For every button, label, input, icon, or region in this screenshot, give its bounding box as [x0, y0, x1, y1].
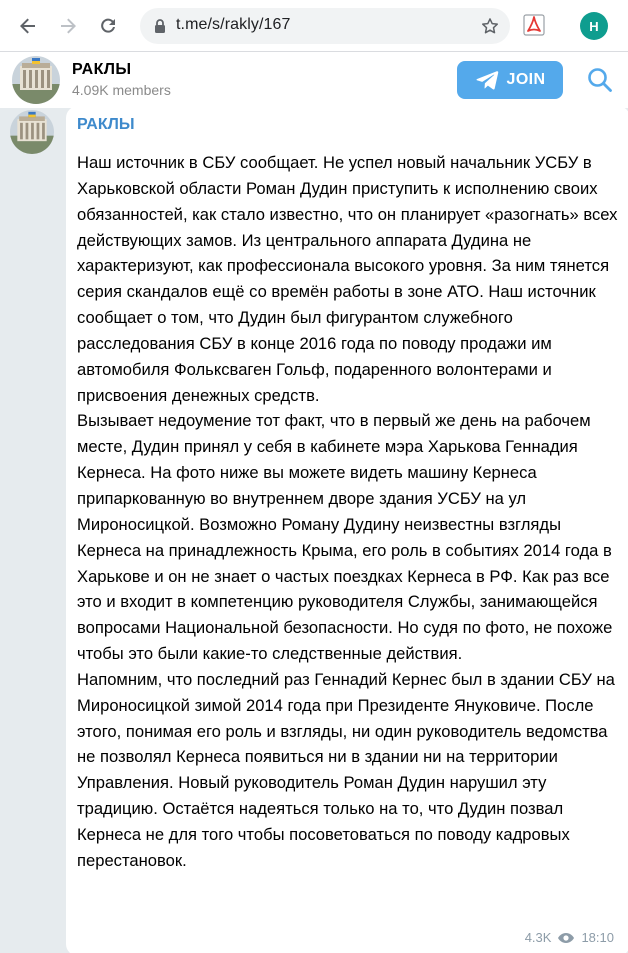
message-paragraph: Наш источник в СБУ сообщает. Не успел новый начальник УСБУ в Харьковской области Роман Дудин приступить к исполнению своих обязанностей, как стало известно, что он планирует «разогнать» всех действующих замов. Из центрального аппарата Дудина не характеризуют, как профессионала высокого уровня. За ним тянется серия скандалов ещё со времён работы в зоне АТО. Наш источник сообщает о том, что Дудин был фигурантом служебного расследования СБУ в конце 2016 года по поводу продажи им автомобиля Фольксваген Гольф, подаренного волонтерами и присвоения денежных средств.: [77, 153, 618, 405]
member-count: 4.09K members: [72, 82, 171, 98]
view-count: 4.3K: [524, 930, 552, 945]
eye-icon: [557, 931, 575, 945]
building-avatar-icon: [10, 110, 54, 154]
message-paragraph: Вызывает недоумение тот факт, что в первый же день на рабочем месте, Дудин принял у себя в кабинете мэра Харькова Геннадия Кернеса. На фото ниже вы можете видеть машину Кернеса припаркованную во внутреннем дворе здания УСБУ на ул Мироносицкой. Возможно Роману Дудину неизвестны взгляды Кернеса на принадлежность Крыма, его роль в событиях 2014 года в Харькове и он не знает о частых поездках Кернеса в РФ. Как раз все это и входит в компетенцию руководителя Службы, занимающейся вопросами Национальной безопасности. Но судя по фото, не похоже чтобы это были какие-то следственные действия.: [77, 411, 613, 664]
channel-avatar[interactable]: [12, 56, 60, 104]
lock-icon: [152, 18, 168, 34]
arrow-left-icon: [19, 17, 37, 35]
building-avatar-icon: [12, 56, 60, 104]
address-bar[interactable]: [140, 8, 510, 44]
author-avatar[interactable]: [10, 110, 54, 154]
channel-title[interactable]: РАКЛЫ: [72, 61, 132, 78]
join-label: JOIN: [506, 71, 546, 88]
url-text[interactable]: t.me/s/rakly/167: [176, 16, 291, 33]
forward-button[interactable]: [52, 10, 84, 42]
search-icon[interactable]: [586, 66, 614, 94]
message-time[interactable]: 18:10: [581, 930, 614, 945]
back-button[interactable]: [12, 10, 44, 42]
message-text: [77, 150, 622, 874]
message-paragraph: Напомним, что последний раз Геннадий Кернес был в здании СБУ на Мироносицкой зимой 2014 года при Президенте Януковиче. После этого, понимая его роль и взгляды, ни один руководитель ведомства не позволял Кернеса появиться ни в здании ни на территории Управления. Новый руководитель Роман Дудин нарушил эту традицию. Остаётся надеяться только на то, что Дудин позвал Кернеса не для того чтобы посоветоваться по поводу кадровых перестановок.: [77, 669, 615, 870]
join-button[interactable]: [457, 61, 563, 99]
profile-avatar[interactable]: H: [580, 12, 608, 40]
reload-icon: [99, 17, 117, 35]
channel-header: [0, 52, 628, 108]
arrow-right-icon: [59, 17, 77, 35]
browser-toolbar: [0, 0, 628, 52]
star-icon[interactable]: [480, 16, 500, 36]
message-author[interactable]: РАКЛЫ: [77, 116, 135, 133]
telegram-plane-icon: [475, 69, 499, 91]
pdf-extension-icon[interactable]: [522, 13, 546, 37]
message-meta: [525, 930, 614, 945]
message-bubble: [66, 106, 628, 953]
reload-button[interactable]: [92, 10, 124, 42]
